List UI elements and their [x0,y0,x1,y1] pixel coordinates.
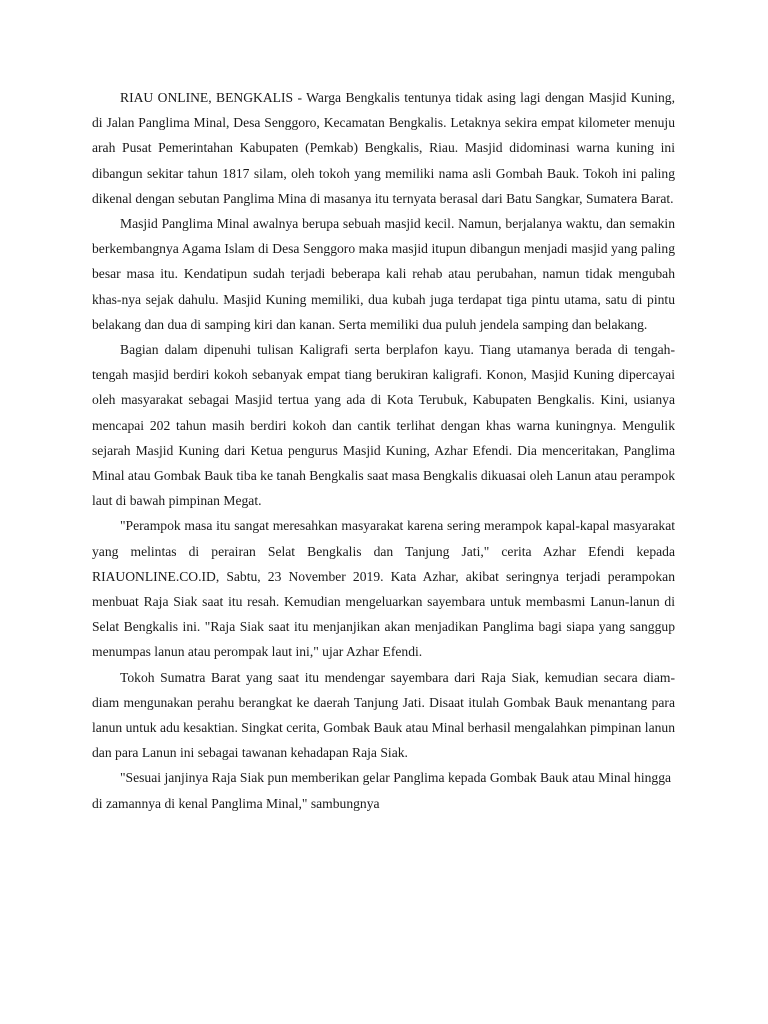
paragraph-mosque-history: Masjid Panglima Minal awalnya berupa sebuah masjid kecil. Namun, berjalanya waktu, dan semakin berkembangnya Agama Islam di Desa Senggoro maka masjid itupun dibangun menjadi masjid yang paling besar masa itu. Kendatipun sudah terjadi beberapa kali rehab atau perubahan, namun tidak mengubah khas-nya sejak dahulu. Masjid Kuning memiliki, dua kubah juga terdapat tiga pintu utama, satu di pintu belakang dan dua di samping kiri dan kanan. Serta memiliki dua puluh jendela samping dan belakang. [92,216,675,332]
paragraph-intro: RIAU ONLINE, BENGKALIS - Warga Bengkalis tentunya tidak asing lagi dengan Masjid Kuning, di Jalan Panglima Minal, Desa Senggoro, Kecamatan Bengkalis. Letaknya sekira empat kilometer menuju arah Pusat Pemerintahan Kabupaten (Pemkab) Bengkalis, Riau. Masjid didominasi warna kuning ini dibangun sekitar tahun 1817 silam, oleh tokoh yang memiliki nama asli Gombah Bauk. Tokoh ini paling dikenal dengan sebutan Panglima Mina di masanya itu ternyata berasal dari Batu Sangkar, Sumatera Barat. [92,90,675,206]
document-body [92,85,675,816]
paragraph-closing-quote: "Sesuai janjinya Raja Siak pun memberikan gelar Panglima kepada Gombak Bauk atau Minal hingga di zamannya di kenal Panglima Minal," sambungnya [92,770,672,811]
paragraph-pirates-quote: "Perampok masa itu sangat meresahkan masyarakat karena sering merampok kapal-kapal masyarakat yang melintas di perairan Selat Bengkalis dan Tanjung Jati," cerita Azhar Efendi kepada RIAUONLINE.CO.ID, Sabtu, 23 November 2019. Kata Azhar, akibat seringnya terjadi perampokan menbuat Raja Siak saat itu resah. Kemudian mengeluarkan sayembara untuk membasmi Lanun-lanun di Selat Bengkalis ini. "Raja Siak saat itu menjanjikan akan menjadikan Panglima bagi siapa yang sanggup menumpas lanun atau perompak laut ini," ujar Azhar Efendi. [92,518,675,660]
paragraph-interior: Bagian dalam dipenuhi tulisan Kaligrafi serta berplafon kayu. Tiang utamanya berada di tengah-tengah masjid berdiri kokoh sebanyak empat tiang berukiran kaligrafi. Konon, Masjid Kuning dipercayai oleh masyarakat sebagai Masjid tertua yang ada di Kota Terubuk, Kabupaten Bengkalis. Kini, usianya mencapai 202 tahun masih berdiri kokoh dan cantik terlihat dengan khas warna kuningnya. Mengulik sejarah Masjid Kuning dari Ketua pengurus Masjid Kuning, Azhar Efendi. Dia menceritakan, Panglima Minal atau Gombak Bauk tiba ke tanah Bengkalis saat masa Bengkalis dikuasai oleh Lanun atau perampok laut di bawah pimpinan Megat. [92,342,675,509]
paragraph-sumatra-figure: Tokoh Sumatra Barat yang saat itu mendengar sayembara dari Raja Siak, kemudian secara diam- diam mengunakan perahu berangkat ke daerah Tanjung Jati. Disaat itulah Gombak Bauk menantang para lanun untuk adu kesaktian. Singkat cerita, Gombak Bauk atau Minal berhasil mengalahkan pimpinan lanun dan para Lanun ini sebagai tawanan kehadapan Raja Siak. [92,669,675,761]
